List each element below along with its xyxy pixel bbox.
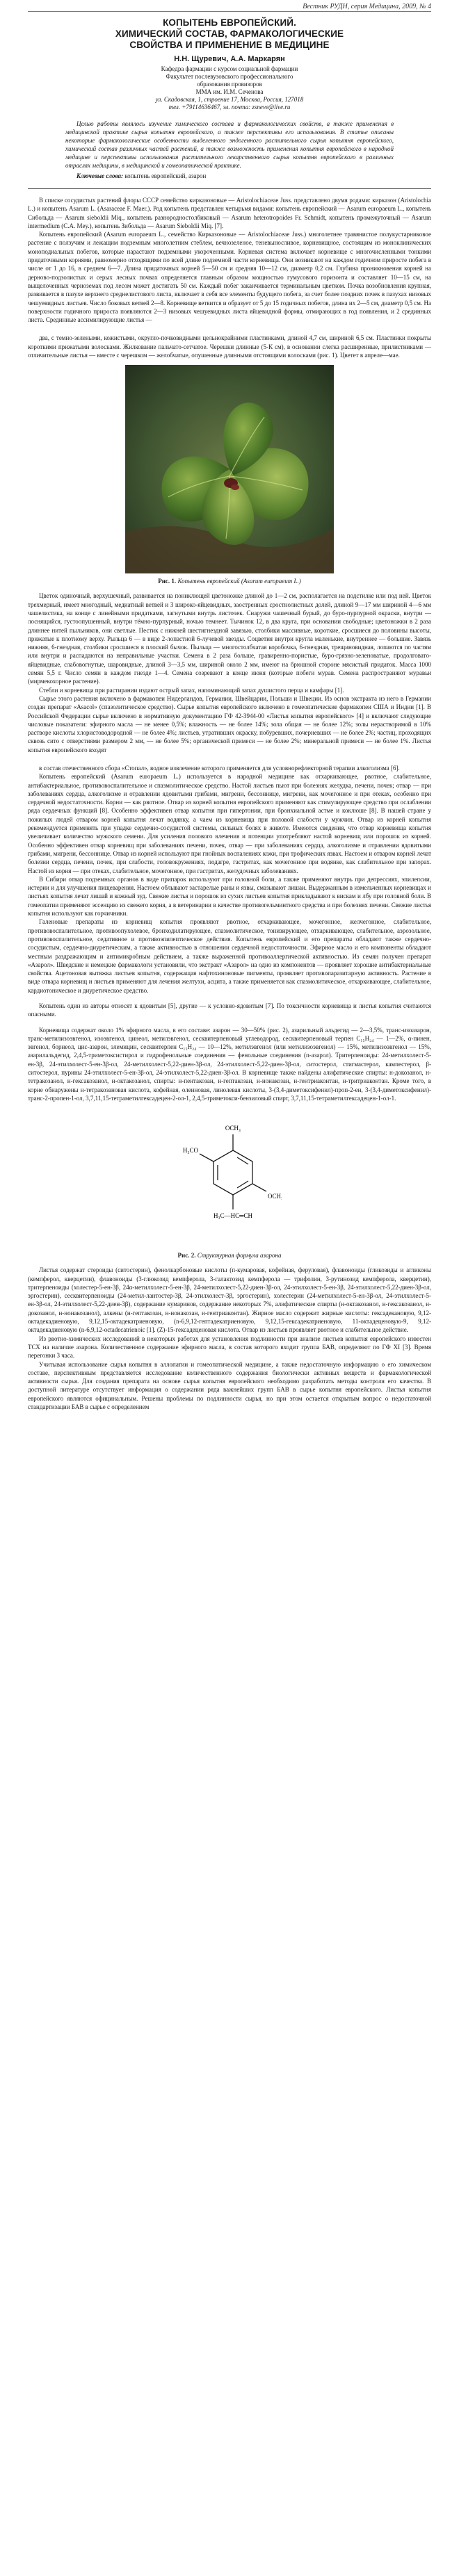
figure-2-label: Рис. 2. bbox=[177, 1252, 196, 1260]
authors: Н.Н. Щуревич, А.А. Маркарян bbox=[174, 55, 285, 63]
address: ул. Скадовская, 1, строение 17, Москва, Россия, 127018 bbox=[155, 96, 304, 103]
figure-1-label: Рис. 1. bbox=[158, 578, 177, 585]
methoxy-left-label: H₃CO bbox=[182, 1147, 198, 1155]
article-title bbox=[28, 17, 431, 51]
section-toxicity bbox=[28, 1002, 431, 1019]
title-line: КОПЫТЕНЬ ЕВРОПЕЙСКИЙ. bbox=[163, 17, 296, 28]
paragraph: Копытень европейский (Asarum europaeum L., семейство Кирказоновые — Aristolochiaceae Juss.) многолетнее травянистое полукустарниковое растение с ползучим и лежащим подземным многолетним стеблем, вечнозеленое, теневыносливое, корневищное, состоящим из моноклинических моноподиальных побегов, которые нарастают подземными укороченными. Корневая система включает корневище с многочисленными тонкими придаточными корнями, равномерно отходящими по всей длине подземной части корневища. Они возникают на каждом годичном приросте побега в числе от 1 до 16, в среднем 6—7. Длина придаточных корней 5—50 см и средняя 10—12 см, диаметр 0,2 см. Глубина проникновения корней на дерново-подзолистых и серых лесных почвах определяется главным образом мощностью гумусового горизонта и составляет 10—15 см, на выщелоченных черноземах под лесом может достигать 50 см. Каждый побег заканчивается терминальным цветком. Почка возобновления крупная, развивается в пазухе верхнего среднелистового листа, включает в себя все элементы будущего побега, за счет более поздних почек в пазухах низовых чешуевидных листьев. Число боковых ветвей 2—8. Корневище ветвится и образует от 5 до 15 годичных побегов, длина их 2—5 см, диаметр 0,5 см. На поверхности годичного прироста появляются 2—3 низовых чешуевидных листа яйцевидной формы, отмирающих в год появления, и 2 срединных листа. Срединные ассимилирующие листья — bbox=[28, 231, 431, 324]
keywords-text: копытень европейский, азарон bbox=[124, 172, 207, 179]
section-leaves bbox=[28, 334, 431, 359]
paragraph: В списке сосудистых растений флоры СССР семейство кирказоновые — Aristolochiaceae Juss. представлено двумя родами: кирказон (Aristolochia L.) и копытень Asarum L. (Asaraceae F. Maer.). Род копытень представлен четырьмя видами: копытень европейский — Asarum europaeum L., копытень Сибольда — Asarum sieboldii Miq., копытень разнородностолбиковый — Asarum heterotropoides Fr. Schmidt, копытень промежуточный — Asarum intermedium (C.A. Mey.), копытень Зибольда — Asarum Sieboldii Miq. [7]. bbox=[28, 197, 431, 229]
asarone-structure bbox=[177, 1112, 282, 1244]
keywords-label: Ключевые слова: bbox=[76, 172, 123, 179]
running-head: Вестник РУДН, серия Медицина, 2009, № 4 bbox=[28, 3, 431, 12]
affiliation-line: ММА им. И.М. Сеченова bbox=[195, 88, 264, 95]
figure-1 bbox=[125, 365, 334, 585]
methoxy-right-label: OCH₃ bbox=[268, 1193, 282, 1200]
section-intro bbox=[28, 196, 431, 324]
paragraph: Цветок одиночный, верхушечный, развивается на пониклющей цветоножке длиной до 1—2 см, располагается на подстилке или под ней. Цветок трехмерный, имеет многодный, медиатный ветвей и 3 широко-яйцевидных, заостренных сростнолистных долей, длиной 9—17 мм шириной 4—6 мм чашелистика, на конце с линейными придатками, загнутыми внутрь листочек. Снаружи чашечный бурый, до буро-пурпурной окраски, внутри — лоснящийся, густоопушенный, внутри тёмно-пурпурный, ночью темнеет. Тычинок 12, в два круга, при основании свободные; цветоножки в 2 раза длиннее нитей пыльников, они светлые. Пестик с нижней шестигнездной завязью, столбики массивные, короткие, сросшиеся до половины высоты, прижатые к плотному верху. Рыльца 6 — в виде 2-лопастной 6-лучевой звезды. Соцветия внутри кругла маленькие, внутреннее — большие. Завязь нижняя, 6-гнездная, столбики сросшиеся в плоский бычок. Пыльца — многостолбчатая коробочка, 6-гнездная, трещиновидная, лопаются по частям или внутри и распадаются на неправильные участки. Семена в 2 раза больше, гравиренно-пористые, буро-грязно-зеленоватые, продолговато-яйцевидные, слабовогнутые, шаровидные, длиной 3—3,5 мм, шириной около 2 мм, имеют на брюшной стороне мясистый придаток. Масса 1000 семян 5,5 г. Число семян в каждом гнезде 1—4. Семена созревают в конце июня (которые побеги мурав. Семена распространяют муравьи (мирмекохорное растение). bbox=[28, 592, 431, 685]
paragraph: Из рвотно-химических исследований в некоторых работах для установления подлинности при анализе листьев копытня европейского известен ТСХ на наличие азарона. Количественное содержание эфирного масла, в состав которого входит группа БАВ, определяют по ГФ XI [3]. Время перегонки 3 часа. bbox=[28, 1335, 431, 1360]
affiliation-line: Кафедра фармации с курсом социальной фармации bbox=[161, 65, 298, 72]
methoxy-top-label: OCH₃ bbox=[225, 1125, 241, 1132]
plant-photo-graphic bbox=[125, 365, 334, 573]
paragraph: Галеновые препараты из корневищ копытня проявляют рвотное, отхаркивающее, мочегонное, желчегонное, слабительное, противовоспалительное, противоопухолевое, бронходилатирующее, спазмолитическое, тонизирующее, отхаркивающее, слабительное, аэрозольное, противовоспалительное, седативное и противоэпилептическое действия. Копытень европейский и его препараты обладают также сердечно-сосудистым, сердечно-диуретическим, а также активностью в отношении сердечной недостаточности. Эфирное масло и его компоненты обладают местным раздражающим и антимикробным действием, а также выраженной противоаллергической активностью. Из семян получен препарат «Азарол». Шведские и немецкие фармакологи установили, что экстракт «Азарол» на одно из компонентов — проявляет хорошие антибактериальные свойства. Ацетоновая вытяжка листьев копытня, содержащая нафтохиноновые пигменты, проявляет противопаразитарную активность. Растение в виде отвара корневищ и листьев применяют для лечения желтухи, асцита, а также применяется как спазмолитическое, отхаркивающее, слабительное, кардиотоническое и диуретическое средство. bbox=[28, 918, 431, 994]
keywords-block bbox=[65, 172, 394, 180]
paragraph: Корневища содержат около 1% эфирного масла, в его составе: азарон — 30—50% (рис. 2), азарильный альдегид — 2—3,5%, транс-изоазарон, транс-метилизоэвгенол, изоэвгенол, цинеол, метилэвгенол, сесквитерпеновый углеводород, сесквитерпеновый терпен C₁₅H₂₄ — 1—2%, α-пинен, эвгенол, борнеол, цис-азарон, элемицин, сесквитерпен C₁₅H₂₄ — 10—12%, метилэвгенол (или метилизоэвгенол) — 15%, метилизоэвгенол — 15%, азарилальдегид, 2,4,5-триметоксистирол и гидрофенольные соединения — фенольные соединения (п-азарол). Тритерпеноиды: 24-метилхолест-5-ен-3β, 24-этилхолест-5-ен-3β-ол, 24-метилхолест-5,22-диен-3β-ол, 24-этилхолест-5,22-диен-3β-ол, ситостерол, стигмастерол, кампестерол, β-ситостерол, пурины 24-этилхолест-5-ен-3β-ол, 24-этилхолест-5,22-диен-3β-ол. В корневище также найдены алифатические спирты: н-докозанол, н-тетракозанол, н-гексакозанол, н-октакозанол, спирты: н-пентакозан, н-гептакозан, н-нонакозан, н-гентриаконтан, н-тритриаконтан. Кроме того, в корне обнаружены н-тетракозановая кислота, кофейная, олеиновая, линолевая кислоты, 3-(3,4-диметоксифенил)-проп-2-ен, 3-(3,4-диметоксифенил)-транс-2-пропен-1-ол, 3,7,11,15-тетраметилгексадецен-2-ол-1, 2,4,5-триметокси-бензиловый спирт, 3,7,11,15-тетраметилгексадецен-1-ол-1. bbox=[28, 1026, 431, 1102]
title-line: СВОЙСТВА И ПРИМЕНЕНИЕ В МЕДИЦИНЕ bbox=[129, 40, 330, 50]
paragraph: Копытень европейский (Asarum europaeum L.) используется в народной медицине как отхаркивающее, рвотное, слабительное, антибактериальное, противовоспалительное и спазмолитическое средство. Настой листьев пьют при болезнях желудка, печени, почек; отвар — при заболеваниях сердца, алкоголизме и отравлении ядовитыми грибами, мигрени, бессоннице, мигрени, как мочегонное и при отеках, особенно при сердечной недостаточности. Корни — как рвотное. Отвар из корней копытня европейского применяют как стимулирующее средство при ослаблении ряда сердечных функций [8]. Особенно эффективен отвар копытня при гипертонии, при бронхиальной астме и коклюше [8]. В нашей стране у пожилых людей отваром корней копытня лечат водянку, а чаем из корневища при половой слабости у мужчин. Отвар из корней копытня рекомендуется применять при упадке сердечно-сосудистой системы, сильных болях в животе. Имеются сведения, что отвар корневища копытня увеличивает количество мужского семени. Для усиления полового влечения и потенции употребляют настой корневищ или порошок из корней. Особенно эффективен отвар корневищ при заболеваниях печени, почек, отвар — при заболеваниях сердца, алкоголизме и отравлении ядовитыми грибами, мигрени, бессоннице. Отвар из корней используют при гнойных воспалениях кожи, при трофических язвах. Настоем и отваром корней лечат болезни сердца, печени, почек, при слабости, головокружениях, подагре, гастритах, как мочегонное при водянке, как слабительное при запорах. Настой из корня — при отеках, слабительное, мочегонное, при гастритах, желудочных заболеваниях. bbox=[28, 773, 431, 874]
affiliation-line: образования провизоров bbox=[197, 81, 262, 88]
paragraph: Копытень один из авторы относят к ядовитым [5], другие — к условно-ядовитым [7]. По токсичности корневища и листья копытня считаются опасными. bbox=[28, 1002, 431, 1018]
paragraph: Сырье этого растения включено в фармакопеи Нидерландов, Германии, Швейцарии, Польши и Швеции. Из основ экстракта из него в Германии создан препарат «Asacol» (спазолитическое средство). Сырье копытня европейского включено в гомеопатические фармакопеи США и Индии [1]. В Российской Федерации сырье включено в нормативную документацию ГФ 42-3944-00 «Листья копытня европейского» [4] и включают следующие числовые показатели: эфирного масла — не менее 0,5%; влажность — не более 14%; зола общая — не более 12%; золы нерастворимой в 10% растворе кислоты хлористоводородной — не более 4%; листьев, утративших окраску, побуревших, почерневших — не более 2%; частиц, проходящих сквозь сито с отверстиями размером 2 мм, — не более 5%; органической примеси — не более 2%; минеральной примеси — не более 1%. Листья копытня европейского входят bbox=[28, 694, 431, 753]
section-use bbox=[28, 764, 431, 995]
figure-2 bbox=[125, 1108, 334, 1259]
section-divider bbox=[28, 188, 431, 189]
figure-2-text: Структурная формула азарона bbox=[197, 1252, 282, 1260]
figure-1-text: Копытень европейский (Asarum europaeum L.) bbox=[177, 578, 301, 585]
abstract: Целью работы являлось изучение химического состава и фармакологических свойств, а также применения в медицинской практике сырья копытня европейского, а также перспективы его использования. В статье описаны некоторые фармакологические особенности выделенного эндогенного растительного сырья копытня европейского, химический состав различных частей растений, а также возможность применения копытня европейского в народной медицине и перспективы использования растительного лекарственного сырья копытня европейского в различных отраслях медицины, в медицинской и гомеопатической практике. bbox=[65, 120, 394, 169]
plant-photo bbox=[125, 365, 334, 573]
paragraph: два, с темно-зелеными, кожистыми, округло-почковидными цельнокрайними пластинками, длиной 4,7 см, шириной 6,5 см. Пластинки покрыты короткими прижатыми волосками. Жилкование пальчато-сетчатое. Черешки длинные (5-К см), в основании слегка расширенные, прилистниками — отличительные листья — вместе с черешком — желобчатые, опушенные длинными отстоящими волосками (рис. 1). Цветет в апреле—мае. bbox=[28, 334, 431, 359]
affiliation bbox=[28, 65, 431, 111]
title-line: ХИМИЧЕСКИЙ СОСТАВ, ФАРМАКОЛОГИЧЕСКИЕ bbox=[115, 28, 344, 39]
contacts: тел. +79114636467, эл. почта: zsneve@live.ru bbox=[168, 104, 291, 111]
affiliation-line: Факультет послевузовского профессионального bbox=[166, 73, 293, 80]
paragraph: В Сибири отвар подземных органов в виде припарок используют при головной боли, а также применяют внутрь при депрессиях, эпилепсии, истерии и для улучшения пищеварения. Настоем облывают застарелые раны и язвы, смазывают лишаи. Выдержанным в измельченных корневищах и листьях копытня лечат лишай и кожный зуд. Свежие листья и порошок из сухих листьев копытня прикладывают к вискам и лбу при головной боли. В гомеопатии применяют эссенцию из свежего корня, а в ветеринарии в качестве противогельминтного средства и при болезнях печени. Свежие листья копытня используют как горчичники. bbox=[28, 875, 431, 918]
propenyl-chain-label: H₃C—HC═CH bbox=[213, 1212, 253, 1220]
figure-1-caption bbox=[125, 578, 334, 585]
paragraph: Стебли и корневища при растирании издают острый запах, напоминающий запах душистого перца и камфары [1]. bbox=[39, 686, 344, 694]
section-leaves-chemistry bbox=[28, 1266, 431, 1411]
paragraph: в состав отечественного сбора «Стопал», водное извлечение которого применяется для условнорефлекторной терапии алкоголизма [6]. bbox=[39, 764, 400, 772]
paragraph: Учитывая использование сырья копытня в аллопатии и гомеопатической медицине, а также недостаточную информацию о его химическом составе, перспективным представляется исследование количественного содержания биологически активных веществ и фармакологической активности сырья. Для создания препарата на основе сырья копытня европейского необходимо разработать методы контроля его качества. В доступной литературе отсутствует информация о содержании ряда важнейших групп БАВ в сырье копытня европейского. Листья копытня европейского являются официнальным. Решены проблемы по подлинности сырья, но при этом остается открытым вопрос о недостаточной стандартизации БАВ в сырье с определением bbox=[28, 1360, 431, 1411]
section-chemistry bbox=[28, 1026, 431, 1103]
figure-2-caption bbox=[125, 1252, 334, 1259]
paragraph: Листья содержат стероиды (ситостерин), фенолкарбоновые кислоты (п-кумаровая, кофейная, феруловая), флавоноиды (гликозиды и агликоны (кемпферол, кверцетин), флавоноиды (3-глюкозид кемпферола, 3-галактозид кемпферола — трифолин, 3-рутинозид кемпферола, кверцетин), тритерпеноиды (холестер-5-ен-3β, 24α-метилхолест-5-ен-3β, 24-метилхолест-5,22-диен-3β-ол, 24-этилхолест-5-ен-3β, 24-этилхолест-5,22-диен-3β-ол, эргостерин), сесквитерпеноиды (24-метил-лантостер-3β, 24-этилхолест-3β, эргостерин), холестерин (24-метилхолест-5-ен-3β-ол, 24-этилхолест-5-ен-3β-ол, 24-этилхолест-5,22-диен-3β), содержание кумаринов, содержание некоторых 7%, алифатические спирты (н-октакозанол, н-гексакозанол, н-докозанол, н-нонакозанол), алкены (н-гептакозан, н-нонакозан, н-гентриаконтан). Жирное масло содержит жирные кислоты: гексадекановую, 9,12-октадекадиеновую, 9,12,15-октадекатриеновую, (n-6,9,12-гептадекатриеновую, 9,12,15-гексадекатриеновую, 11-октадеценовую-9, 9,12-октадекадиеновую (n-6,9,12-octadecatrienoic [1]. (Z)-15-гексадеценовая кислота. Отвар из листьев проявляет рвотное и слабительное действие. bbox=[28, 1266, 431, 1334]
section-flower bbox=[28, 592, 431, 754]
